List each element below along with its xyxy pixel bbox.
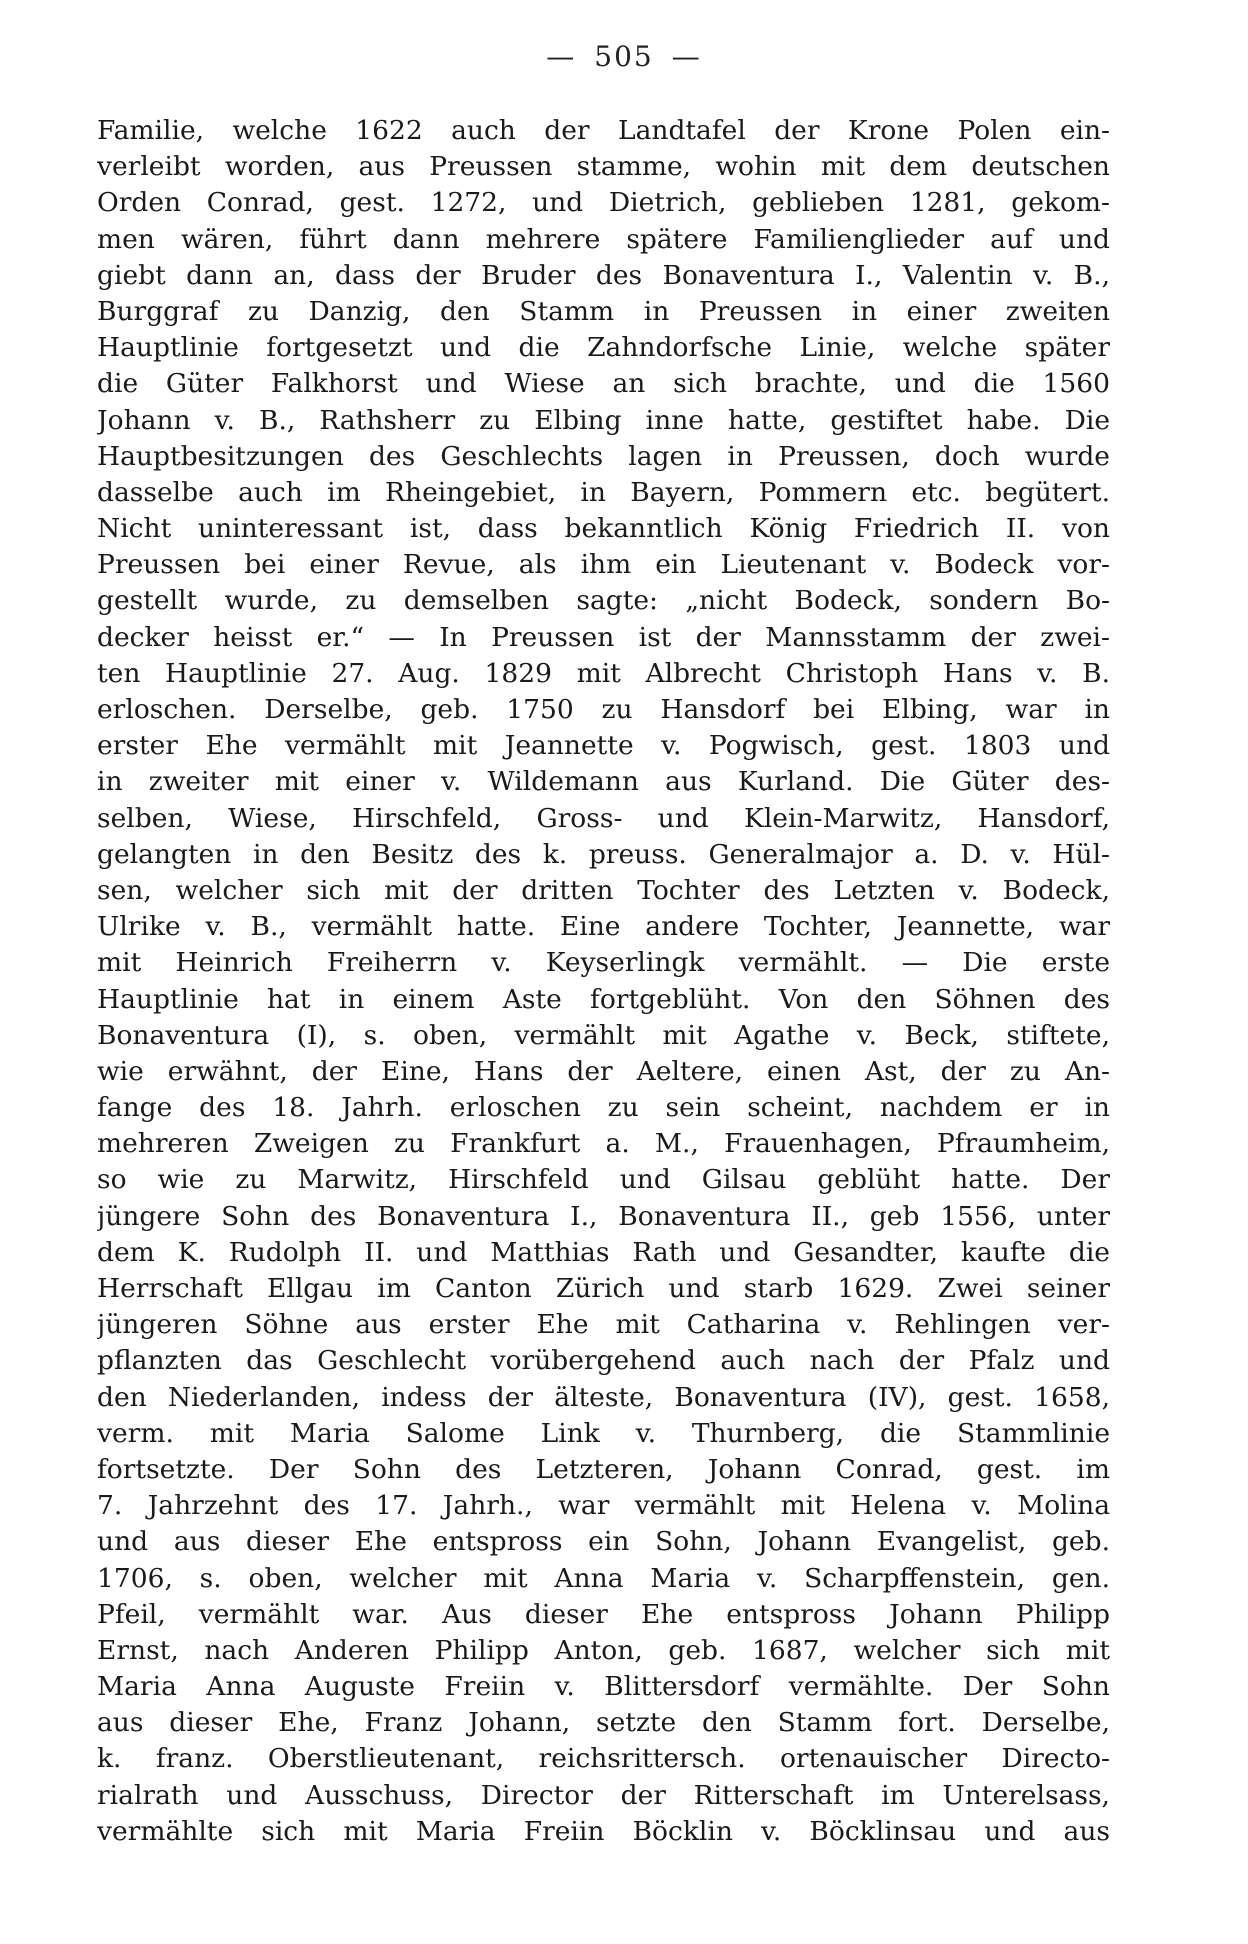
text-line: erloschen. Derselbe, geb. 1750 zu Hansdorf bei Elbing, war in [97,694,1110,725]
text-line: dasselbe auch im Rheingebiet, in Bayern, Pommern etc. begütert. [97,476,1110,508]
text-line: rialrath und Ausschuss, Director der Ritterschaft im Unterelsass, [97,1779,1110,1811]
text-line: pflanzten das Geschlecht vorübergehend auch nach der Pfalz und [97,1345,1110,1377]
text-line: mehreren Zweigen zu Frankfurt a. M., Frauenhagen, Pfraumheim, [97,1128,1110,1160]
text-line: Hauptbesitzungen des Geschlechts lagen in Preussen, doch wurde [97,440,1110,472]
text-line: gestellt wurde, zu demselben sagte: „nicht Bodeck, sondern Bo- [97,585,1110,617]
text-line: Ulrike v. B., vermählt hatte. Eine andere Tochter, Jeannette, war [97,911,1110,943]
text-line: Pfeil, vermählt war. Aus dieser Ehe entspross Johann Philipp [97,1598,1110,1630]
text-line: die Güter Falkhorst und Wiese an sich brachte, und die 1560 [97,368,1110,400]
text-line: gelangten in den Besitz des k. preuss. Generalmajor a. D. v. Hül- [97,838,1110,870]
text-line: Ernst, nach Anderen Philipp Anton, geb. 1687, welcher sich mit [97,1634,1110,1666]
text-line: jüngere Sohn des Bonaventura I., Bonaventura II., geb 1556, unter [97,1200,1110,1232]
text-line: giebt dann an, dass der Bruder des Bonaventura I., Valentin v. B., [97,259,1110,291]
text-line: den Niederlanden, indess der älteste, Bonaventura (IV), gest. 1658, [97,1381,1110,1413]
text-line: fortsetzte. Der Sohn des Letzteren, Johann Conrad, gest. im [97,1453,1110,1485]
text-line: Burggraf zu Danzig, den Stamm in Preussen in einer zweiten [97,295,1110,327]
text-line: dem K. Rudolph II. und Matthias Rath und Gesandter, kaufte die [97,1236,1110,1268]
text-line: Herrschaft Ellgau im Canton Zürich und starb 1629. Zwei seiner [97,1273,1110,1304]
text-line: Orden Conrad, gest. 1272, und Dietrich, geblieben 1281, gekom- [97,187,1110,219]
text-line: decker heisst er.“ — In Preussen ist der Mannsstamm der zwei- [97,621,1110,653]
text-line: men wären, führt dann mehrere spätere Familienglieder auf und [97,223,1110,255]
text-line: Hauptlinie fortgesetzt und die Zahndorfsche Linie, welche später [97,332,1110,364]
text-line: erster Ehe vermählt mit Jeannette v. Pogwisch, gest. 1803 und [97,730,1110,762]
text-line: so wie zu Marwitz, Hirschfeld und Gilsau geblüht hatte. Der [97,1164,1110,1196]
body-text [97,113,1110,1850]
page-number: 505 [594,40,654,73]
text-line: aus dieser Ehe, Franz Johann, setzte den Stamm fort. Derselbe, [97,1707,1110,1739]
text-line: sen, welcher sich mit der dritten Tochter des Letzten v. Bodeck, [97,874,1110,906]
text-line: Nicht uninteressant ist, dass bekanntlich König Friedrich II. von [97,513,1110,545]
text-line: selben, Wiese, Hirschfeld, Gross- und Klein-Marwitz, Hansdorf, [97,802,1110,834]
text-line: Preussen bei einer Revue, als ihm ein Lieutenant v. Bodeck vor- [97,549,1110,581]
page-number-dash-right: — [671,40,702,73]
text-line: Familie, welche 1622 auch der Landtafel der Krone Polen ein- [97,115,1110,146]
page-number-header [0,40,1248,73]
text-line: jüngeren Söhne aus erster Ehe mit Catharina v. Rehlingen ver- [97,1309,1110,1341]
text-line: mit Heinrich Freiherrn v. Keyserlingk vermählt. — Die erste [97,947,1110,979]
text-line: verleibt worden, aus Preussen stamme, wohin mit dem deutschen [97,151,1110,183]
text-line: und aus dieser Ehe entspross ein Sohn, Johann Evangelist, geb. [97,1526,1110,1558]
text-line: ten Hauptlinie 27. Aug. 1829 mit Albrecht Christoph Hans v. B. [97,657,1110,689]
text-line: Maria Anna Auguste Freiin v. Blittersdorf vermählte. Der Sohn [97,1671,1110,1703]
text-line: 7. Jahrzehnt des 17. Jahrh., war vermählt mit Helena v. Molina [97,1490,1110,1522]
text-line: Bonaventura (I), s. oben, vermählt mit Agathe v. Beck, stiftete, [97,1019,1110,1051]
text-line: verm. mit Maria Salome Link v. Thurnberg, die Stammlinie [97,1417,1110,1449]
text-line: Hauptlinie hat in einem Aste fortgeblüht. Von den Söhnen des [97,983,1110,1015]
text-line: 1706, s. oben, welcher mit Anna Maria v. Scharpffenstein, gen. [97,1562,1110,1594]
text-line: Johann v. B., Rathsherr zu Elbing inne hatte, gestiftet habe. Die [97,404,1110,436]
text-line: vermählte sich mit Maria Freiin Böcklin v. Böcklinsau und aus [97,1815,1110,1847]
text-line: fange des 18. Jahrh. erloschen zu sein scheint, nachdem er in [97,1092,1110,1124]
text-line: wie erwähnt, der Eine, Hans der Aeltere, einen Ast, der zu An- [97,1055,1110,1087]
text-line: in zweiter mit einer v. Wildemann aus Kurland. Die Güter des- [97,766,1110,798]
text-line: k. franz. Oberstlieutenant, reichsrittersch. ortenauischer Directo- [97,1743,1110,1775]
page-number-dash-left: — [546,40,577,73]
